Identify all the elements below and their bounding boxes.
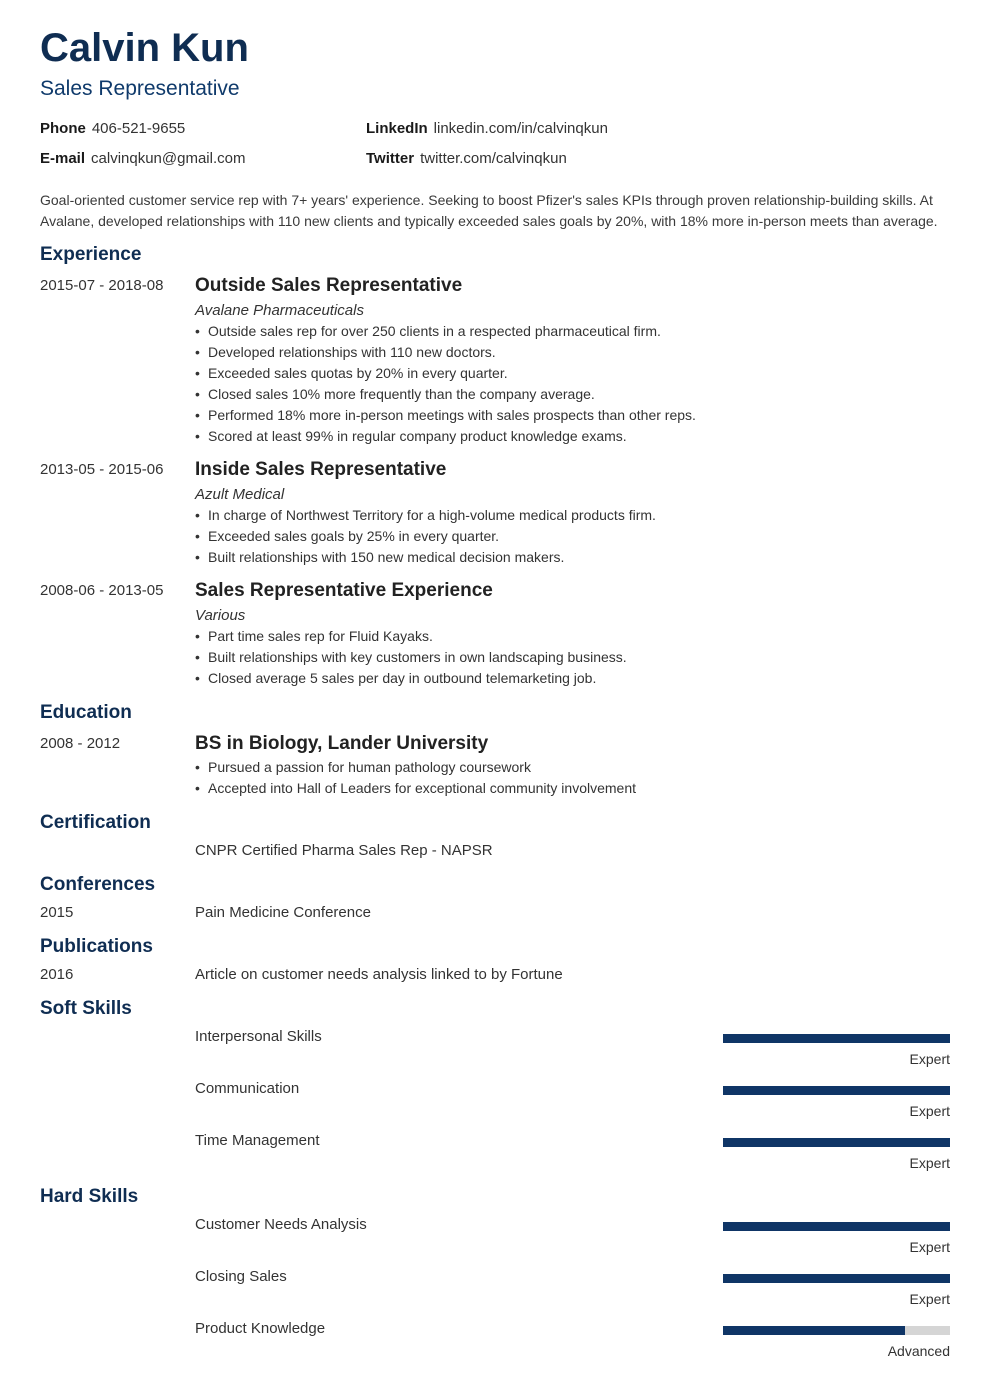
skill-level: Expert [909,1291,950,1307]
skill-name: Customer Needs Analysis [195,1216,367,1233]
publication-year: 2016 [40,966,74,983]
section-publications: Publications [40,936,153,957]
job-bullets [195,626,935,689]
list-item: • Built relationships with key customers in own landscaping business. [195,647,935,668]
skill-level: Expert [909,1103,950,1119]
skill-name: Time Management [195,1132,320,1149]
skill-name: Product Knowledge [195,1320,326,1337]
contact-phone [40,120,185,138]
company: Various [195,607,246,624]
job-dates: 2015-07 - 2018-08 [40,277,164,294]
contact-label: E-mail [40,150,86,167]
list-item: • Pursued a passion for human pathology coursework [195,757,935,778]
job-title-entry: Outside Sales Representative [195,275,463,296]
list-item: • Developed relationships with 110 new doctors. [195,342,935,363]
resume-name: Calvin Kun [40,26,249,70]
job-title: Sales Representative [40,77,240,100]
education-dates: 2008 - 2012 [40,735,121,752]
contact-value: twitter.com/calvinqkun [420,150,567,167]
skill-bar [723,1274,950,1283]
contact-value: 406-521-9655 [91,120,186,137]
certification-item: CNPR Certified Pharma Sales Rep - NAPSR [195,842,493,859]
job-dates: 2008-06 - 2013-05 [40,582,164,599]
conference-year: 2015 [40,904,74,921]
conference-name: Pain Medicine Conference [195,904,371,921]
list-item: • Exceeded sales goals by 25% in every quarter. [195,526,935,547]
skill-bar-fill [723,1326,905,1335]
section-hard-skills: Hard Skills [40,1186,139,1207]
job-bullets [195,321,935,447]
skill-bar [723,1326,950,1335]
section-experience: Experience [40,244,142,265]
list-item: • Outside sales rep for over 250 clients in a respected pharmaceutical firm. [195,321,935,342]
list-item: • Closed average 5 sales per day in outbound telemarketing job. [195,668,935,689]
skill-bar-fill [723,1222,950,1231]
section-soft-skills: Soft Skills [40,998,132,1019]
skill-bar [723,1138,950,1147]
contact-twitter [366,150,567,168]
contact-label: LinkedIn [366,120,428,137]
company: Azult Medical [195,486,285,503]
skill-bar [723,1222,950,1231]
list-item: • Scored at least 99% in regular company product knowledge exams. [195,426,935,447]
skill-level: Expert [909,1239,950,1255]
job-title-entry: Inside Sales Representative [195,459,447,480]
summary: Goal-oriented customer service rep with 7+ years' experience. Seeking to boost Pfizer's sales KPIs through proven relationship-building skills. At Avalane, developed relationships with 110 new clients and typically exceeded sales goals by 20%, with 18% more in-person meets than average. [40,192,938,229]
contact-linkedin [366,120,608,138]
list-item: • Exceeded sales quotas by 20% in every quarter. [195,363,935,384]
list-item: • Part time sales rep for Fluid Kayaks. [195,626,935,647]
skill-level: Expert [909,1155,950,1171]
skill-bar-fill [723,1138,950,1147]
list-item: • Built relationships with 150 new medical decision makers. [195,547,935,568]
list-item: • Performed 18% more in-person meetings with sales prospects than other reps. [195,405,935,426]
education-bullets [195,757,935,799]
skill-level: Expert [909,1051,950,1067]
skill-bar-fill [723,1086,950,1095]
skill-name: Interpersonal Skills [195,1028,322,1045]
section-certification: Certification [40,812,151,833]
job-dates: 2013-05 - 2015-06 [40,461,164,478]
skill-bar [723,1034,950,1043]
degree: BS in Biology, Lander University [195,733,489,754]
job-bullets [195,505,935,568]
job-title-entry: Sales Representative Experience [195,580,493,601]
list-item: • In charge of Northwest Territory for a high-volume medical products firm. [195,505,935,526]
company: Avalane Pharmaceuticals [195,302,364,319]
skill-bar-fill [723,1274,950,1283]
list-item: • Accepted into Hall of Leaders for exceptional community involvement [195,778,935,799]
skill-level: Advanced [887,1343,950,1359]
skill-name: Closing Sales [195,1268,287,1285]
contact-label: Twitter [366,150,415,167]
contact-value: calvinqkun@gmail.com [91,150,246,167]
skill-bar-fill [723,1034,950,1043]
publication-name: Article on customer needs analysis linked to by Fortune [195,966,563,983]
contact-label: Phone [40,120,86,137]
section-conferences: Conferences [40,874,156,895]
list-item: • Closed sales 10% more frequently than the company average. [195,384,935,405]
contact-email [40,150,245,168]
section-education: Education [40,702,132,723]
skill-name: Communication [195,1080,300,1097]
skill-bar [723,1086,950,1095]
contact-value: linkedin.com/in/calvinqkun [433,120,608,137]
